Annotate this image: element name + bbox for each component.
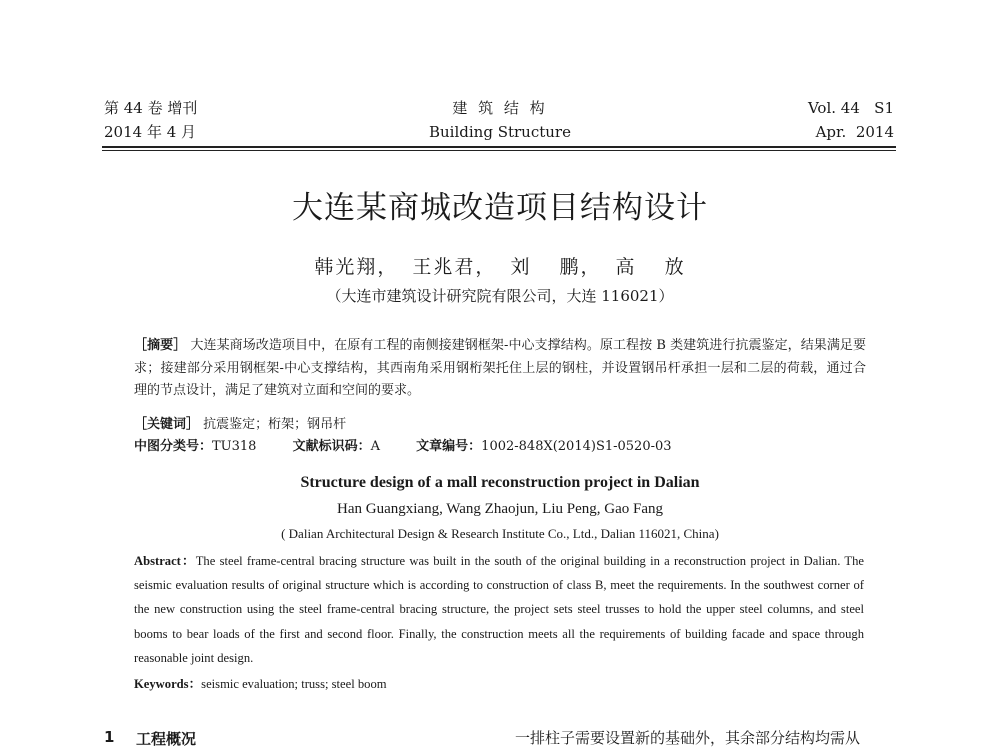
section-title: 工程概况 (136, 730, 197, 748)
keywords-cn (134, 414, 866, 436)
abstract-cn (134, 335, 866, 403)
journal-name-cn: 建 筑 结 构 (452, 99, 548, 117)
journal-name-en: Building Structure (429, 123, 571, 141)
section-number: 1 (104, 728, 115, 746)
paper-title-en: Structure design of a mall reconstruction project in Dalian (300, 474, 700, 491)
header-rule-thin (102, 150, 896, 151)
journal-volume-en: Vol. 44 S1 (807, 99, 894, 117)
keywords-en-text: seismic evaluation; truss; steel boom (201, 677, 387, 691)
classification-row (134, 436, 704, 458)
journal-volume-issue: 第 44 卷 增刊 (104, 99, 198, 117)
affiliation-en: ( Dalian Architectural Design & Research Institute Co., Ltd., Dalian 116021, China) (281, 526, 719, 541)
journal-date-en: Apr. 2014 (815, 123, 894, 141)
abstract-en-text: The steel frame-central bracing structure was built in the south of the original building in a reconstruction project in Dalian. The seismic evaluation results of original structure which is according to construction of class B, meet the requirements. In the southwest corner of the new construction using the steel frame-central bracing structure, the project sets steel trusses to hold the upper steel columns, and steel booms to bear loads of the first and second floor. Finally, the construction meets all the requirements of building facade and space through reasonable joint design. (134, 554, 864, 665)
keywords-cn-text: 抗震鉴定；桁架；钢吊杆 (203, 417, 347, 432)
doc-code-value: A (370, 439, 381, 454)
right-column-text: 一排柱子需要设置新的基础外，其余部分结构均需从 (515, 729, 861, 747)
abstract-cn-label: ［摘要］ (134, 338, 187, 353)
authors-en: Han Guangxiang, Wang Zhaojun, Liu Peng, Gao Fang (337, 501, 663, 517)
authors-cn: 韩光翔， 王兆君， 刘 鹏， 高 放 (314, 256, 686, 278)
doc-code-label: 文献标识码： (292, 439, 371, 454)
clc-label: 中图分类号： (134, 439, 213, 454)
abstract-en-label: Abstract： (134, 554, 196, 568)
journal-date-cn: 2014 年 4 月 (104, 123, 197, 141)
clc-value: TU318 (212, 439, 257, 454)
header-rule-thick (102, 146, 896, 148)
affiliation-cn: （大连市建筑设计研究院有限公司，大连 116021） (326, 287, 674, 305)
keywords-en-label: Keywords： (134, 677, 202, 691)
keywords-en (134, 673, 864, 695)
article-no-label: 文章编号： (416, 439, 482, 454)
article-no-value: 1002-848X(2014)S1-0520-03 (481, 439, 672, 454)
abstract-cn-text: 大连某商场改造项目中，在原有工程的南侧接建钢框架-中心支撑结构。原工程按 B 类建筑进行抗震鉴定，结果满足要求；接建部分采用钢框架-中心支撑结构，其西南角采用钢桁架托住上层的钢柱，并设置钢吊杆承担一层和二层的荷载，通过合理的节点设计，满足了建筑对立面和空间的要求。 (134, 338, 866, 398)
paper-title-cn: 大连某商城改造项目结构设计 (292, 190, 708, 226)
abstract-en (134, 549, 864, 670)
keywords-cn-label: ［关键词］ (134, 417, 200, 432)
